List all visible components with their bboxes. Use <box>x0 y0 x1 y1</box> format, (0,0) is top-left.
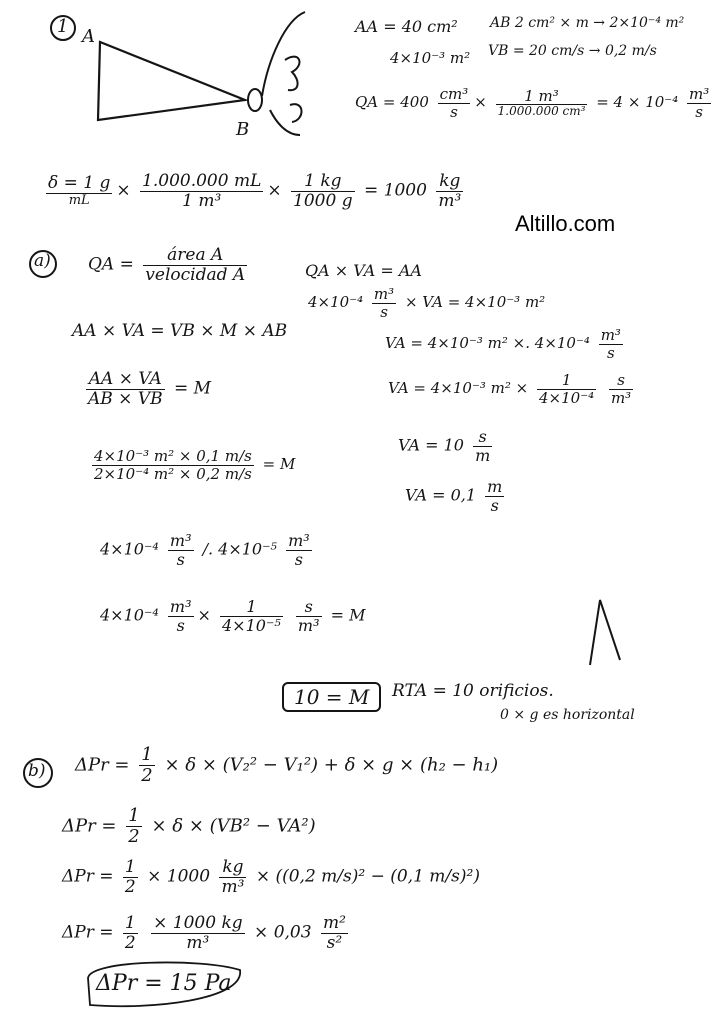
part-b-label: b) <box>28 761 46 781</box>
part-a-flow-definition: QA = $\frac{\text{área A}}{\text{velocidad A}}$ <box>88 245 246 285</box>
part-a-r4: VA = 4×10⁻³ m² × $\frac{1}{\text{4×10⁻⁴}}$ $\frac{s}{\text{m³}}$ <box>388 371 632 407</box>
flow-rate-conversion: QA = 400 $\frac{\text{cm³}}{s}$ × $\frac{\text{1 m³}}{\text{1.000.000 cm³}}$ = 4 × 10⁻⁴ $\frac{\text{m³}}{s}$ <box>355 85 710 121</box>
given-velocity-b: VB = 20 cm/s → 0,2 m/s <box>488 43 657 59</box>
part-b-eq3: ΔPr = $\frac{1}{2}$ × 1000 $\frac{kg}{\text{m³}}$ × ((0,2 m/s)² − (0,1 m/s)²) <box>62 857 480 897</box>
part-a-r5: VA = 10 $\frac{s}{m}$ <box>398 427 491 465</box>
diagram-label-a: A <box>82 26 95 47</box>
part-a-result: 10 = M <box>282 682 381 712</box>
problem-number: 1 <box>57 16 69 37</box>
part-b-eq1: ΔPr = $\frac{1}{2}$ × δ × (V₂² − V₁²) + δ × g × (h₂ − h₁) <box>75 744 499 786</box>
funnel-outline <box>98 42 245 120</box>
part-b-eq4: ΔPr = $\frac{1}{2}$ $\frac{\times 1000 kg}{\text{m³}}$ × 0,03 $\frac{\text{m²}}{\text{s²}}$ <box>62 913 346 953</box>
check-mark <box>590 600 620 665</box>
part-a-eq2: $\frac{AA \times VA}{AB \times VB}$ = M <box>88 369 212 409</box>
given-area-b: AB 2 cm² × m → 2×10⁻⁴ m² <box>490 15 685 31</box>
part-b-note: 0 × g es horizontal <box>500 707 635 723</box>
given-area-a-si: 4×10⁻³ m² <box>390 49 471 67</box>
watermark: Altillo.com <box>515 211 616 236</box>
part-a-eq1: AA × VA = VB × M × AB <box>72 321 288 341</box>
part-a-label: a) <box>34 251 51 271</box>
part-a-r1: QA × VA = AA <box>305 261 422 280</box>
given-area-a: AA = 40 cm² <box>355 17 458 36</box>
part-a-eq5: 4×10⁻⁴ $\frac{\text{m³}}{s}$ × $\frac{1}{\text{4×10⁻⁵}}$ $\frac{s}{\text{m³}}$ = M <box>100 597 366 635</box>
part-b-result: ΔPr = 15 Pa <box>96 971 232 996</box>
density-conversion: $\frac{\delta = 1 g}{mL}$ × $\frac{1.000.000 mL}{\text{1 m³}}$ × $\frac{1 kg}{1000 g}$ = 1000 $\frac{kg}{\text{m³}}$ <box>48 171 462 211</box>
part-a-r3: VA = 4×10⁻³ m² ×. 4×10⁻⁴ $\frac{\text{m³}}{s}$ <box>385 326 621 362</box>
spray-head <box>262 12 305 135</box>
nozzle-outlet <box>248 89 262 111</box>
part-a-eq3: $\frac{\text{4×10⁻³ m² × 0,1 m/s}}{\text{2×10⁻⁴ m² × 0,2 m/s}}$ = M <box>94 447 296 483</box>
part-b-eq2: ΔPr = $\frac{1}{2}$ × δ × (VB² − VA²) <box>62 805 316 847</box>
part-a-eq4: 4×10⁻⁴ $\frac{\text{m³}}{s}$ /. 4×10⁻⁵ $\frac{\text{m³}}{s}$ <box>100 531 310 569</box>
part-a-r6: VA = 0,1 $\frac{m}{s}$ <box>405 477 503 515</box>
part-a-answer: RTA = 10 orificios. <box>392 681 554 701</box>
diagram-label-b: B <box>236 119 250 140</box>
part-a-r2: 4×10⁻⁴ $\frac{\text{m³}}{s}$ × VA = 4×10⁻³ m² <box>308 285 546 321</box>
